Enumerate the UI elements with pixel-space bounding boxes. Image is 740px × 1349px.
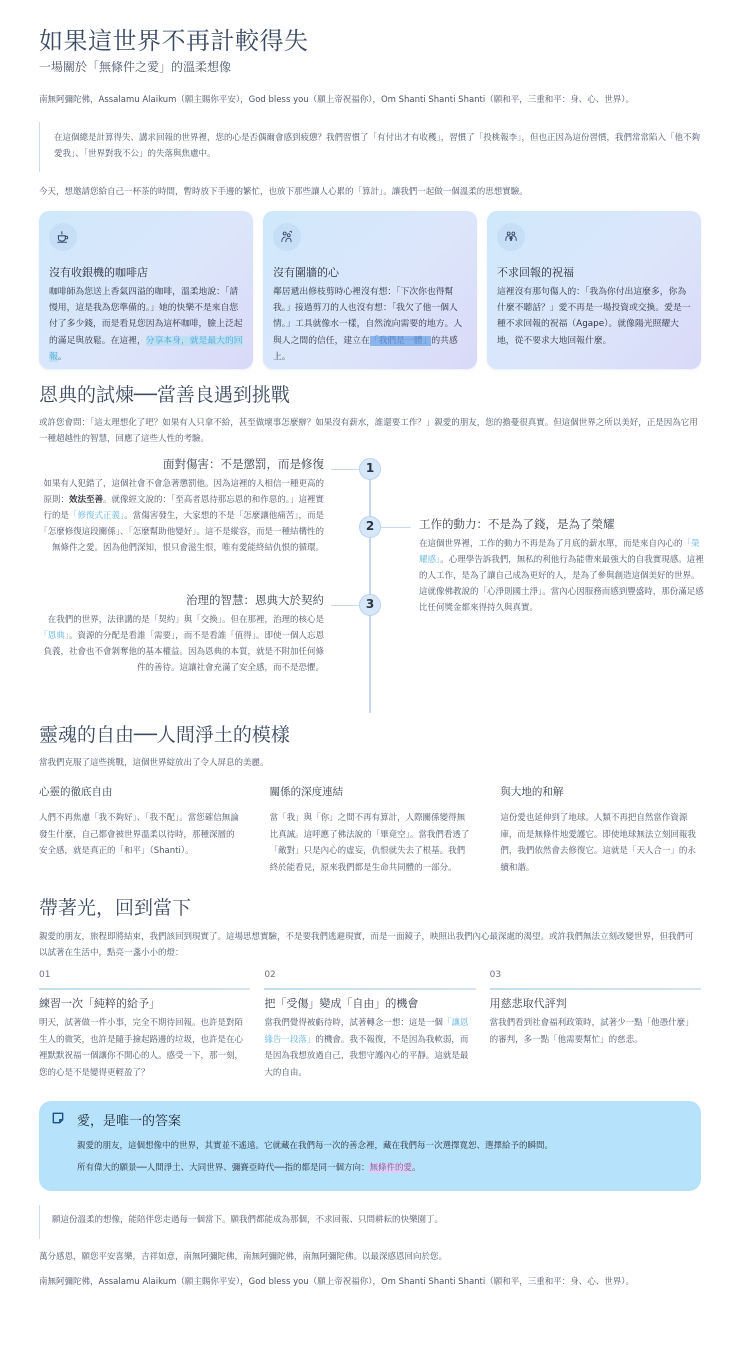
- freedom-column: [500, 785, 701, 876]
- callout-header: [51, 1111, 687, 1132]
- card-body: [49, 284, 243, 365]
- step-title: 用慈悲取代評判: [489, 996, 567, 1010]
- timeline-item-2: [419, 516, 704, 617]
- step-text: 的機會。我不報復，不是因為我軟弱，而是因為我想放過自己，我想守護內心的平靜。這就是最大的自由。: [264, 1034, 469, 1078]
- timeline-text: 。當傷害發生，大家想的不是「怎麼讓他痛苦」，而是「怎麼修復這段關係」、「怎麼幫助他變好」。這不是縱容，而是一種結構性的無條件之愛。因為他們深知，恨只會滋生恨，唯有愛能終結仇恨的循環。: [39, 510, 324, 554]
- scenario-cards: [39, 211, 701, 369]
- step-title: 把「受傷」變成「自由」的機會: [264, 996, 419, 1010]
- timeline-body: [39, 476, 324, 557]
- card-title: 沒有收銀機的咖啡店: [49, 265, 148, 279]
- step-link[interactable]: 「讓恩緣告一段落」: [264, 1018, 469, 1045]
- timeline-connector: [331, 605, 359, 606]
- step-body: [39, 1015, 250, 1081]
- column-body: 這份愛也延伸到了地球。人類不再把自然當作資源庫，而是無條件地愛護它。即使地球無法立刻回報我們，我們依然會去修復它。這就是「天人合一」的永續和諧。: [500, 813, 696, 873]
- helping-hands-icon: [273, 223, 301, 251]
- practice-step: [39, 969, 250, 1081]
- timeline-link[interactable]: 「榮耀感」: [419, 538, 700, 565]
- timeline-text: 。心理學告訴我們，無私的利他行為能帶來最強大的自我實現感。這裡的人工作，是為了讓自己成為更好的人，是為了參與創造這個美好的世界。這就像佛教說的「心淨則國土淨」。當內心因服務而感到豐盛時，那份滿足感比任何獎金都來得持久與真實。: [419, 554, 704, 614]
- callout-text: 所有偉大的願景──人間淨土、大同世界、彌賽亞時代──指的都是同一個方向：: [77, 1163, 370, 1174]
- section-intro-present: 親愛的朋友，旅程即將結束，我們該回到現實了。這場思想實驗，不是要我們逃避現實，而是一面鏡子，映照出我們內心最深處的渴望。或許我們無法立刻改變世界，但我們可以試著在生活中，點亮一盞小小的燈：: [39, 931, 694, 959]
- freedom-column: [39, 785, 240, 876]
- timeline-connector: [381, 527, 411, 528]
- coffee-cup-icon: [49, 223, 77, 251]
- step-number: 02: [264, 970, 276, 981]
- card-body-text: 這裡沒有那句傷人的：「我為你付出這麼多，你為什麼不聽話？」愛不再是一場投資或交換。愛是一種不求回報的祝福（Agape）。就像陽光照耀大地，從不要求大地回報什麼。: [497, 286, 691, 346]
- intro-quote-text: 在這個總是計算得失、講求回報的世界裡，您的心是否偶爾會感到疲憊？我們習慣了「有付出才有收穫」，習慣了「投桃報李」，但也正因為這份習慣，我們常常陷入「他不夠愛我」、「世界對我不公」的失落與焦慮中。: [54, 133, 701, 160]
- step-body: [264, 1015, 475, 1081]
- intro-invite: 今天，想邀請您給自己一杯茶的時間，暫時放下手邊的繁忙，也放下那些讓人心累的「算計」。讓我們一起做一個溫柔的思想實驗。: [39, 187, 528, 198]
- timeline-node-2: 2: [359, 516, 381, 538]
- final-greeting: 南無阿彌陀佛，Assalamu Alaikum（願主賜你平安），God bless you（願上帝祝福你），Om Shanti Shanti Shanti（願和平，三重和平：身、心、世界）。: [39, 1276, 634, 1287]
- step-body: [490, 1015, 701, 1048]
- card-title: 沒有圍牆的心: [273, 265, 339, 279]
- section-intro-freedom: 當我們克服了這些挑戰，這個世界綻放出了令人屏息的美麗。: [39, 758, 269, 769]
- timeline-text: 如果有人犯錯了，這個社會不會急著懲罰他。因為這裡的人相信一種更高的原則：: [43, 478, 324, 505]
- step-title: 練習一次「純粹的給予」: [39, 996, 160, 1010]
- card-body-end: 。: [57, 352, 67, 362]
- timeline-body: [39, 612, 324, 677]
- timeline-body: [419, 536, 704, 617]
- page-title: 如果這世界不再計較得失: [39, 27, 309, 55]
- callout-body: [51, 1138, 687, 1176]
- step-text: 當我們覺得被虧待時，試著轉念一想：這是一個: [264, 1018, 443, 1029]
- card-blessing: [487, 211, 701, 369]
- note-icon: [51, 1111, 65, 1132]
- card-highlight: 分享本身，就是最大的回報: [49, 335, 243, 362]
- section-heading-freedom: 靈魂的自由──人間淨土的模樣: [39, 723, 290, 746]
- practice-step: [264, 969, 475, 1081]
- card-body-text: 咖啡師為您送上香氣四溢的咖啡，溫柔地說：「請慢用，這是我為您準備的。」她的快樂不是來自您付了多少錢，而是看見您因為這杯咖啡，臉上泛起的滿足與放鬆。在這裡，: [49, 286, 243, 346]
- column-body: 人們不再焦慮「我不夠好」、「我不配」。當您確信無論發生什麼，自己都會被世界溫柔以待時，那種深層的安全感，就是真正的「和平」（Shanti）。: [39, 813, 239, 857]
- greeting-text: 南無阿彌陀佛，Assalamu Alaikum（願主賜你平安），God bless you（願上帝祝福你），Om Shanti Shanti Shanti（願和平，三重和平：身、心、世界）。: [39, 94, 634, 105]
- step-divider: [39, 988, 250, 990]
- timeline-title: 工作的動力：不是為了錢，是為了榮耀: [419, 516, 615, 531]
- card-title: 不求回報的祝福: [497, 265, 574, 279]
- card-body: [497, 284, 691, 349]
- timeline-item-3: [39, 592, 324, 677]
- timeline-line: [369, 468, 371, 713]
- callout-highlight: 無條件的愛: [369, 1163, 412, 1174]
- trials-timeline: [39, 456, 704, 711]
- timeline-bold: 效法至善: [68, 494, 103, 505]
- timeline-node-1: 1: [359, 458, 381, 480]
- people-group-icon: [497, 223, 525, 251]
- intro-quote: [39, 122, 701, 172]
- step-divider: [490, 988, 701, 990]
- card-coffee-shop: [39, 211, 253, 369]
- thanks-text: 萬分感恩，願您平安喜樂，吉祥如意，南無阿彌陀佛，南無阿彌陀佛，南無阿彌陀佛。以最深感恩回向於您。: [39, 1252, 448, 1263]
- callout-paragraph: 親愛的朋友，這個想像中的世界，其實並不遙遠。它就藏在我們每一次的善念裡，藏在我們每一次選擇寬恕、選擇給予的瞬間。: [77, 1141, 554, 1152]
- freedom-column: [270, 785, 471, 876]
- timeline-title: 面對傷害：不是懲罰，而是修復: [163, 456, 324, 471]
- card-highlight: 「我們是一體」: [369, 335, 432, 346]
- timeline-text: 在我們的世界，法律講的是「契約」與「交換」。但在那裡，治理的核心是: [47, 614, 324, 625]
- callout-title: 愛，是唯一的答案: [77, 1113, 182, 1129]
- column-title: 心靈的徹底自由: [39, 786, 113, 799]
- timeline-text: 。就像經文說的：「至高者恩待那忘恩的和作惡的。」這裡實行的是: [43, 494, 324, 521]
- practice-step: [490, 969, 701, 1081]
- card-body-end: 的共感上。: [273, 335, 458, 362]
- page-subtitle: 一場關於「無條件之愛」的溫柔想像: [39, 60, 232, 75]
- closing-quote: [39, 1205, 701, 1240]
- timeline-link[interactable]: 「恩典」: [39, 630, 69, 641]
- step-text: 當我們看到社會福利政策時，試著少一點「他憑什麼」的審判，多一點「他需要幫忙」的慈悲。: [489, 1018, 694, 1045]
- section-heading-present: 帶著光，回到當下: [39, 897, 192, 920]
- freedom-columns: [39, 785, 701, 876]
- step-divider: [264, 988, 475, 990]
- timeline-text: 。資源的分配是看誰「需要」，而不是看誰「值得」。即使一個人忘恩負義，社會也不會剝奪他的基本權益。因為恩典的本質，就是不附加任何條件的善待。這讓社會充滿了安全感，而不是恐懼。: [43, 630, 324, 674]
- section-intro-trials: 或許您會問：「這太理想化了吧？如果有人只拿不給，甚至做壞事怎麼辦？如果沒有薪水，誰還要工作？」親愛的朋友，您的擔憂很真實。但這個世界之所以美好，正是因為它用一種超越性的智慧，回應了這些人性的考驗。: [39, 418, 698, 445]
- column-title: 與大地的和解: [500, 786, 564, 799]
- column-title: 關係的深度連結: [269, 786, 344, 799]
- card-body: [273, 284, 467, 365]
- timeline-connector: [331, 469, 359, 470]
- timeline-item-1: [39, 456, 324, 557]
- love-callout: [39, 1101, 701, 1190]
- step-text: 明天，試著做一件小事，完全不期待回報。也許是對陌生人的微笑，也許是隨手撿起路邊的垃圾，也許是在心裡默默祝福一個讓你不開心的人。感受一下，那一刻，您的心是不是變得更輕盈了？: [39, 1018, 244, 1078]
- section-heading-trials: 恩典的試煉──當善良遇到挑戰: [39, 383, 290, 406]
- practice-steps: [39, 969, 701, 1081]
- timeline-node-3: 3: [359, 594, 381, 616]
- card-body-text: 鄰居遞出修枝剪時心裡沒有想：「下次你也得幫我。」接過剪刀的人也沒有想：「我欠了他一個人情。」工具就像水一樣，自然流向需要的地方。人與人之間的信任，建立在: [273, 286, 463, 346]
- timeline-link[interactable]: 「修復式正義」: [68, 510, 125, 521]
- card-no-walls: [263, 211, 477, 369]
- step-number: 01: [39, 970, 51, 981]
- timeline-text: 在這個世界裡，工作的動力不再是為了月底的薪水單，而是來自內心的: [419, 538, 683, 549]
- closing-quote-text: 願這份溫柔的想像，能陪伴您走過每一個當下。願我們都能成為那個，不求回報、只問耕耘的快樂園丁。: [52, 1214, 444, 1225]
- callout-text: 。: [412, 1163, 421, 1174]
- timeline-title: 治理的智慧：恩典大於契約: [186, 592, 324, 607]
- step-number: 03: [489, 970, 502, 981]
- callout-paragraph: [77, 1160, 687, 1176]
- column-body: 當「我」與「你」之間不再有算計，人際關係變得無比真誠。這呼應了佛法說的「畢竟空」。當我們看透了「敵對」只是內心的虛妄，仇恨就失去了根基。我們終於能看見，原來我們都是生命共同體的一部分。: [269, 813, 470, 873]
